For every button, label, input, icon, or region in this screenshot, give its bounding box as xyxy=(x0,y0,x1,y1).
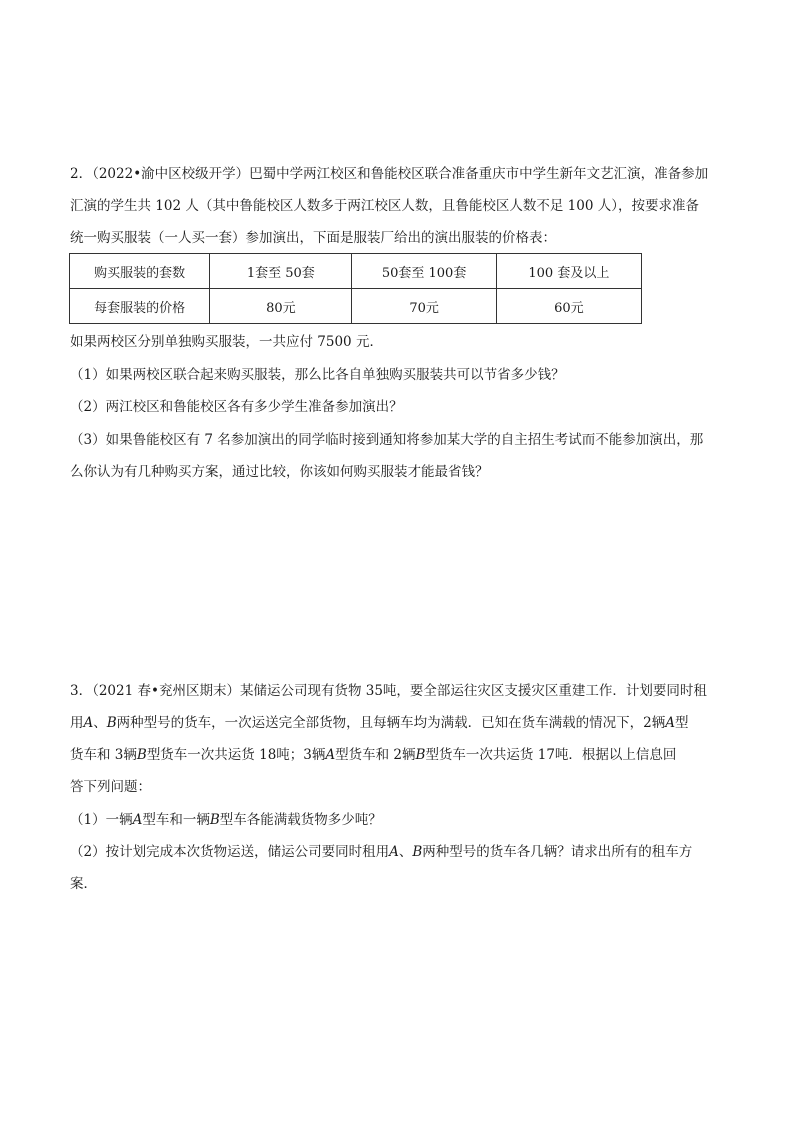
variable-b: B xyxy=(209,812,220,828)
problem-3-question-1 xyxy=(70,810,730,830)
text-run: 型货车一次共运货 17吨．根据以上信息回 xyxy=(425,747,677,763)
text-run: 型 xyxy=(675,715,689,731)
variable-a: A xyxy=(389,844,399,860)
table-cell: 70元 xyxy=(352,289,496,324)
table-cell: 每套服装的价格 xyxy=(70,289,210,324)
text-run: 用 xyxy=(70,715,84,731)
table-cell: 1套至 50套 xyxy=(210,254,352,289)
text-run: 、 xyxy=(398,844,413,860)
table-row xyxy=(70,289,642,324)
table-cell: 80元 xyxy=(210,289,352,324)
problem-2-question-3-line-2: 么你认为有几种购买方案，通过比较，你该如何购买服装才能最省钱？ xyxy=(70,464,489,480)
price-table xyxy=(69,253,642,324)
problem-3-line-2 xyxy=(70,713,730,733)
problem-2-question-3-line-1: （3）如果鲁能校区有 7 名参加演出的同学临时接到通知将参加某大学的自主招生考试而不能参加演出，那 xyxy=(70,432,704,448)
table-cell: 50套至 100套 xyxy=(352,254,496,289)
text-run: 两种型号的货车，一次运送完全部货物，且每辆车均为满载．已知在货车满载的情况下，2辆 xyxy=(116,715,666,731)
variable-b: B xyxy=(106,715,117,731)
text-run: 型货车一次共运货 18吨；3辆 xyxy=(146,747,326,763)
text-run: 型车各能满载货物多少吨？ xyxy=(219,812,382,828)
problem-2-question-1: （1）如果两校区联合起来购买服装，那么比各自单独购买服装共可以节省多少钱？ xyxy=(70,367,565,383)
text-run: 型货车和 2辆 xyxy=(335,747,416,763)
table-cell: 60元 xyxy=(496,289,641,324)
table-cell: 100 套及以上 xyxy=(496,254,641,289)
problem-2-after-table: 如果两校区分别单独购买服装，一共应付 7500 元． xyxy=(70,334,383,350)
table-row xyxy=(70,254,642,289)
problem-3-line-1: 3．（2021 春•兖州区期末）某储运公司现有货物 35吨，要全部运往灾区支援灾区重建工作．计划要同时租 xyxy=(70,683,707,699)
variable-a: A xyxy=(325,747,336,763)
variable-a: A xyxy=(83,715,94,731)
variable-b: B xyxy=(415,747,426,763)
text-run: 货车和 3辆 xyxy=(70,747,137,763)
problem-3-question-2-line-1 xyxy=(70,842,730,862)
variable-a: A xyxy=(665,715,676,731)
text-run: 两种型号的货车各几辆？请求出所有的租车方 xyxy=(422,844,693,860)
problem-3-line-3 xyxy=(70,745,730,765)
text-run: （2）按计划完成本次货物运送，储运公司要同时租用 xyxy=(70,844,390,860)
problem-3-question-2-line-2: 案． xyxy=(70,876,97,892)
problem-3-line-4: 答下列问题： xyxy=(70,779,151,795)
table-cell: 购买服装的套数 xyxy=(70,254,210,289)
variable-a: A xyxy=(132,812,143,828)
problem-2-line-2: 汇演的学生共 102 人（其中鲁能校区人数多于两江校区人数，且鲁能校区人数不足 100 人），按要求准备 xyxy=(70,198,699,214)
text-run: 、 xyxy=(93,715,107,731)
problem-2-line-3: 统一购买服装（一人买一套）参加演出，下面是服装厂给出的演出服装的价格表： xyxy=(70,230,556,246)
text-run: （1）一辆 xyxy=(70,812,133,828)
problem-2-line-1: 2．（2022•渝中区校级开学）巴蜀中学两江校区和鲁能校区联合准备重庆市中学生新年文艺汇演，准备参加 xyxy=(70,166,709,182)
text-run: 型车和一辆 xyxy=(142,812,210,828)
variable-b: B xyxy=(412,844,423,860)
problem-2-question-2: （2）两江校区和鲁能校区各有多少学生准备参加演出？ xyxy=(70,399,403,415)
variable-b: B xyxy=(136,747,147,763)
